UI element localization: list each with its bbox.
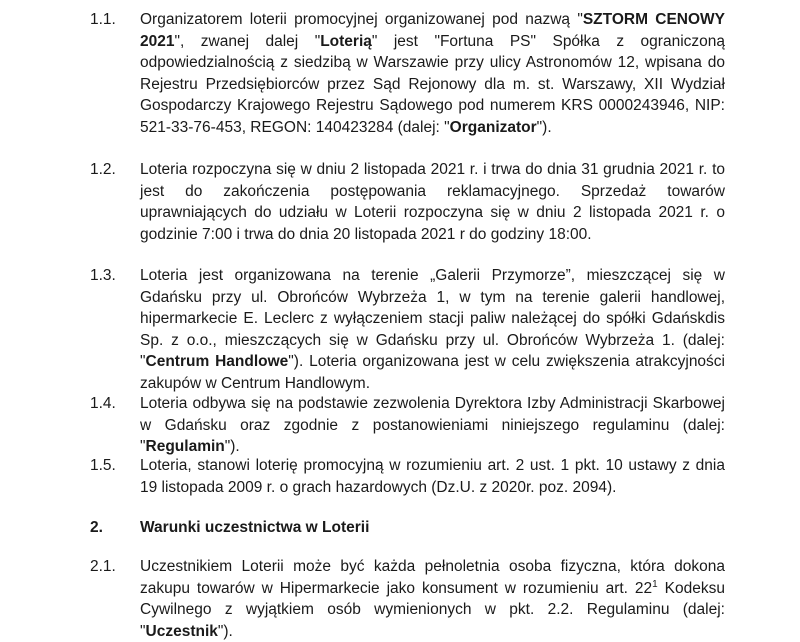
text-run: "). <box>224 438 240 455</box>
heading-number: 2. <box>90 519 103 536</box>
bold-term: Regulamin <box>145 438 225 455</box>
text-run: Loteria rozpoczyna się w dniu 2 listopada 2021 r. i trwa do dnia 31 grudnia 2021 r. to jest do zakończenia postępowania reklamacyjnego. Sprzedaż towarów uprawniających do udziału w Loterii rozpoczyna się w dniu 2 listopada 2021 r. o godzinie 7:00 i trwa do dnia 20 listopada 2021 r do godziny 18:00. <box>140 161 725 243</box>
text-run: Loteria odbywa się na podstawie zezwolenia Dyrektora Izby Administracji Skarbowej w Gdańsku oraz zgodnie z postanowieniami niniejszego regulaminu (dalej: " <box>140 395 725 455</box>
text-run: Loteria jest organizowana na terenie „Galerii Przymorze”, mieszczącej się w Gdańsku przy ul. Obrońców Wybrzeża 1, w tym na terenie galerii handlowej, hipermarkecie E. Leclerc z wyłączeniem stacji paliw należącej do spółki Gdańskdis Sp. z o.o., mieszczących się w Gdańsku przy ul. Obrońców Wybrzeża 1. (dalej: " <box>140 267 725 370</box>
text-run: " jest "Fortuna PS" Spółka z ograniczoną odpowiedzialnością z siedzibą w Warszawie przy ulicy Astronomów 12, wpisana do Rejestru Przedsiębiorców przez Sąd Rejonowy dla m. st. Warszawy, XII Wydział Gospodarczy Krajowego Rejestru Sądowego pod numerem KRS 0000243946, NIP: 521-33-76-453, REGON: 140423284 (dalej: " <box>140 32 725 136</box>
bold-term: Centrum Handlowe <box>145 353 289 370</box>
section-number: 1.1. <box>90 11 116 28</box>
section-number: 1.2. <box>90 161 116 178</box>
bold-term: Loterią <box>320 32 372 50</box>
section-text <box>140 556 725 642</box>
section-number: 1.4. <box>90 395 116 412</box>
section-text <box>140 159 725 245</box>
text-run: Uczestnikiem Loterii może być każda pełnoletnia osoba fizyczna, która dokona zakupu towarów w Hipermarkecie jako konsument w rozumieniu art. 22 <box>140 558 725 597</box>
bold-term: Organizator <box>449 118 537 136</box>
text-run: Kodeksu Cywilnego z wyjątkiem osób wymienionych w pkt. 2.2. Regulaminu (dalej: " <box>140 579 725 640</box>
text-run: ", zwanej dalej " <box>174 32 321 50</box>
section-text <box>140 393 725 458</box>
bold-term: Uczestnik <box>145 622 218 640</box>
section-number: 1.3. <box>90 267 116 284</box>
section-text <box>140 265 725 394</box>
section-number: 2.1. <box>90 558 116 575</box>
text-run: Loteria, stanowi loterię promocyjną w rozumieniu art. 2 ust. 1 pkt. 10 ustawy z dnia 19 listopada 2009 r. o grach hazardowych (Dz.U. z 2020r. poz. 2094). <box>140 457 725 496</box>
section-text <box>140 455 725 498</box>
text-run: Organizatorem loterii promocyjnej organizowanej pod nazwą " <box>140 11 583 28</box>
text-run: "). <box>536 118 552 136</box>
heading-title: Warunki uczestnictwa w Loterii <box>140 519 370 536</box>
text-run: "). <box>217 622 233 640</box>
section-text <box>140 9 725 138</box>
bold-term: SZTORM CENOWY 2021 <box>140 11 725 50</box>
section-number: 1.5. <box>90 457 116 474</box>
text-run: "). Loteria organizowana jest w celu zwiększenia atrakcyjności zakupów w Centrum Handlowym. <box>140 353 726 392</box>
superscript: 1 <box>652 578 658 590</box>
